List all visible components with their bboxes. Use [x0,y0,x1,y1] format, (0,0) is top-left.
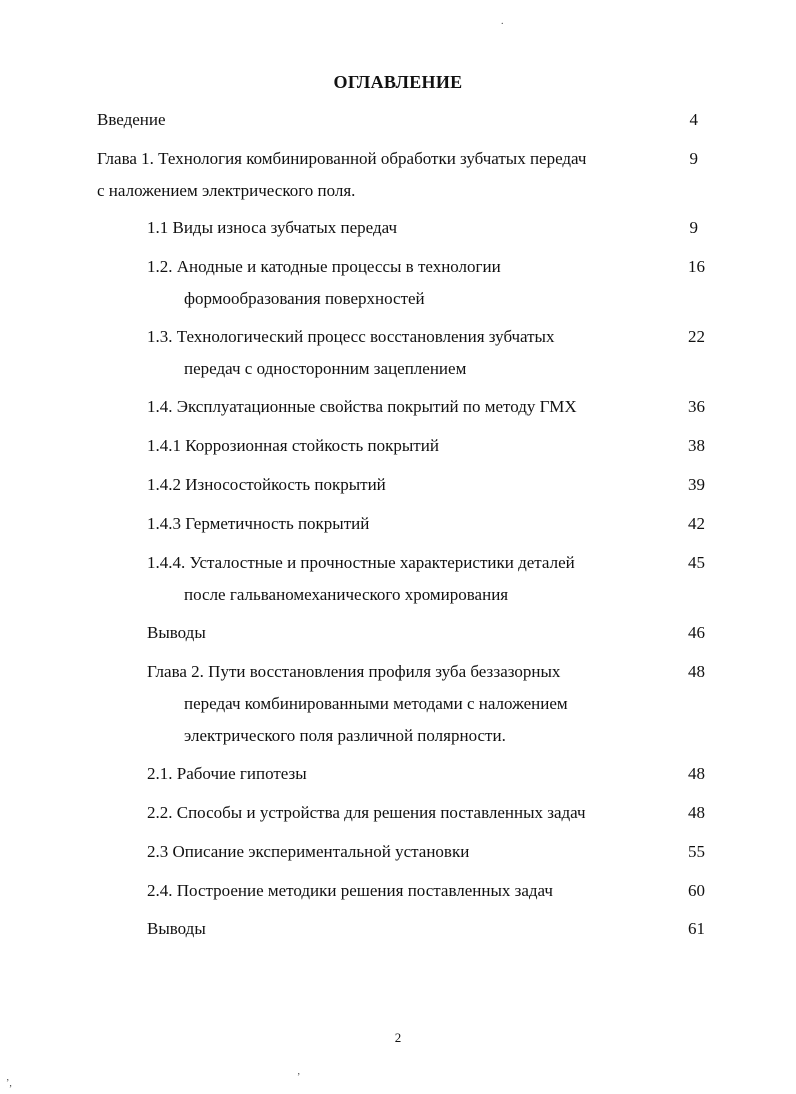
scan-speck: . [501,16,504,27]
toc-entry-text: 1.3. Технологический процесс восстановления зубчатых [147,327,555,346]
toc-page-number: 48 [688,662,705,681]
toc-entry-text: с наложением электрического поля. [97,181,356,200]
toc-entry-conclusions-1 [147,617,206,649]
toc-entry-text: Глава 1. Технология комбинированной обработки зубчатых передач [97,149,587,168]
toc-entry-intro [97,104,166,136]
toc-entry-text: передач комбинированными методами с наложением [184,694,568,713]
toc-entry-text: 2.3 Описание экспериментальной установки [147,842,470,861]
toc-entry-conclusions-2 [147,913,206,945]
toc-page-number: 42 [688,514,705,533]
scan-speck: ʼ [297,1072,301,1083]
toc-page-number: 4 [689,110,698,129]
toc-page-number: 60 [688,881,705,900]
toc-entry-text: Введение [97,110,166,129]
toc-page-number: 48 [688,803,705,822]
toc-entry-text: 1.4.4. Усталостные и прочностные характеристики деталей [147,553,575,572]
toc-entry-text: 2.4. Построение методики решения поставленных задач [147,881,553,900]
toc-entry-1-4-1 [147,430,439,462]
toc-page-number: 22 [688,327,705,346]
toc-entry-2-2 [147,797,586,829]
toc-entry-text: 1.2. Анодные и катодные процессы в технологии [147,257,501,276]
toc-page-number: 39 [688,475,705,494]
scan-speck: ʼ, [6,1078,12,1089]
toc-entry-text: Выводы [147,919,206,938]
toc-entry-text: Выводы [147,623,206,642]
toc-title: ОГЛАВЛЕНИЕ [333,72,463,92]
toc-entry-1-4-2 [147,469,386,501]
toc-entry-2-1 [147,758,307,790]
toc-entry-1-4 [147,391,577,423]
toc-entry-chapter-2 [147,656,568,752]
toc-entry-text: 1.4. Эксплуатационные свойства покрытий по методу ГМХ [147,397,577,416]
toc-page-number: 55 [688,842,705,861]
toc-page-number: 9 [689,218,698,237]
toc-page-number: 48 [688,764,705,783]
page-number: 2 [394,1030,402,1045]
toc-entry-text: 2.2. Способы и устройства для решения поставленных задач [147,803,586,822]
toc-entry-text: формообразования поверхностей [184,289,425,308]
toc-page-number: 38 [688,436,705,455]
toc-page-number: 16 [688,257,705,276]
toc-entry-1-2 [147,251,501,315]
toc-page-number: 9 [689,149,698,168]
toc-entry-text: передач с односторонним зацеплением [184,359,467,378]
toc-entry-text: электрического поля различной полярности. [184,726,506,745]
toc-page-number: 61 [688,919,705,938]
toc-entry-1-1 [147,212,397,244]
toc-entry-text: 1.4.3 Герметичность покрытий [147,514,370,533]
toc-entry-1-4-3 [147,508,369,540]
toc-entry-text: 1.4.2 Износостойкость покрытий [147,475,386,494]
toc-entry-text: 2.1. Рабочие гипотезы [147,764,307,783]
toc-entry-text: Глава 2. Пути восстановления профиля зуба беззазорных [147,662,561,681]
toc-page-number: 36 [688,397,705,416]
toc-entry-2-3 [147,836,469,868]
toc-entry-text: 1.4.1 Коррозионная стойкость покрытий [147,436,439,455]
toc-entry-text: после гальваномеханического хромирования [184,585,509,604]
toc-entry-2-4 [147,875,553,907]
toc-entry-1-4-4 [147,547,575,611]
toc-entry-1-3 [147,321,554,385]
toc-page-number: 46 [688,623,705,642]
toc-entry-chapter-1 [97,143,586,207]
toc-entry-text: 1.1 Виды износа зубчатых передач [147,218,398,237]
toc-page-number: 45 [688,553,705,572]
